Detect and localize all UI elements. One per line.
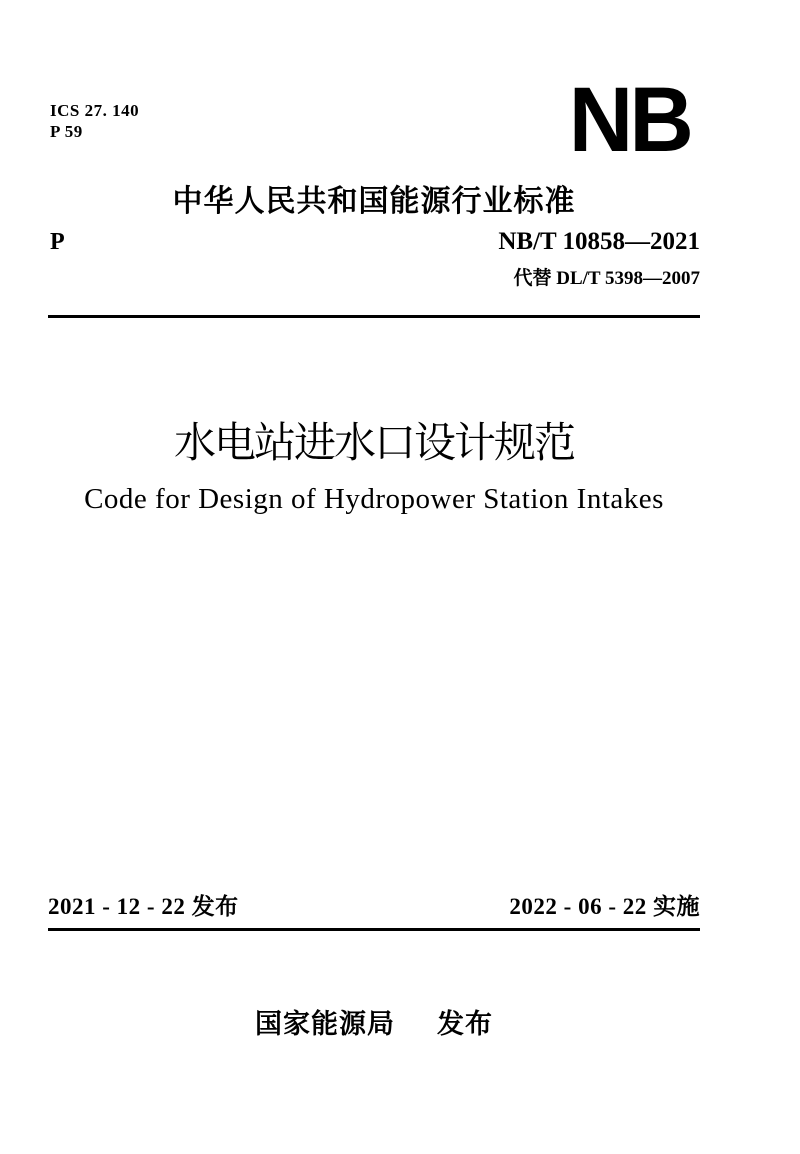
classification-code: P 59 xyxy=(50,122,83,141)
effective-date: 2022 - 06 - 22 实施 xyxy=(509,894,700,919)
top-horizontal-rule xyxy=(48,315,700,318)
ics-code: ICS 27. 140 xyxy=(50,101,140,120)
publish-action-label: 发布 xyxy=(437,1009,493,1039)
standard-number: NB/T 10858—2021 xyxy=(498,228,700,255)
document-title-english: Code for Design of Hydropower Station Intakes xyxy=(84,483,664,515)
ics-classification-block xyxy=(50,100,139,142)
doc-class-letter: P xyxy=(50,229,65,255)
issue-date: 2021 - 12 - 22 发布 xyxy=(48,894,239,919)
bottom-horizontal-rule xyxy=(48,928,700,931)
publisher-name: 国家能源局 xyxy=(255,1009,395,1039)
nb-logo: NB xyxy=(568,69,690,171)
standard-category-title: 中华人民共和国能源行业标准 xyxy=(172,185,576,218)
document-title-chinese: 水电站进水口设计规范 xyxy=(173,421,574,467)
replaces-note: 代替 DL/T 5398—2007 xyxy=(513,268,700,289)
publisher-line xyxy=(48,1002,700,1041)
